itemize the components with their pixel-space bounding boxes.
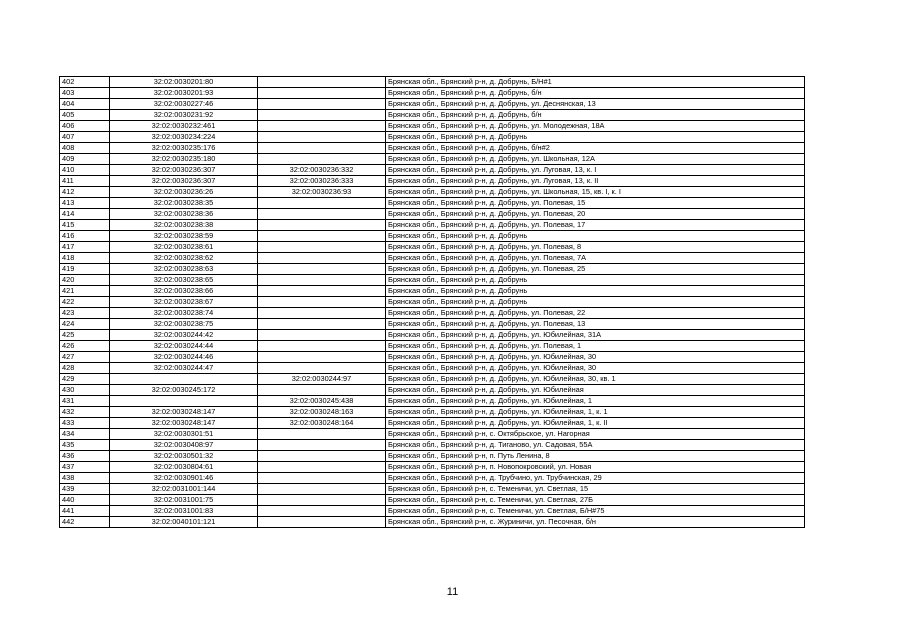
address-cell: Брянская обл., Брянский р-н, д. Добрунь [386,132,805,143]
table-row [60,484,805,495]
table-row [60,396,805,407]
cadastral-number-cell: 32:02:0030201:80 [110,77,258,88]
cadastral-number-cell: 32:02:0030238:61 [110,242,258,253]
table-row [60,275,805,286]
cadastral-number-2-cell: 32:02:0030236:93 [258,187,386,198]
cadastral-number-2-cell: 32:02:0030244:97 [258,374,386,385]
address-cell: Брянская обл., Брянский р-н, д. Трубчино, ул. Трубчинская, 29 [386,473,805,484]
cadastral-number-cell: 32:02:0030236:307 [110,165,258,176]
cadastral-number-cell: 32:02:0030238:35 [110,198,258,209]
cadastral-number-cell: 32:02:0030238:59 [110,231,258,242]
row-number-cell: 426 [60,341,110,352]
table-row [60,154,805,165]
cadastral-number-2-cell [258,253,386,264]
row-number-cell: 414 [60,209,110,220]
address-cell: Брянская обл., Брянский р-н, д. Добрунь, б/н#2 [386,143,805,154]
cadastral-number-2-cell [258,231,386,242]
table-row [60,176,805,187]
address-cell: Брянская обл., Брянский р-н, д. Добрунь, ул. Юбилейная, 1 [386,396,805,407]
table-row [60,209,805,220]
cadastral-number-2-cell [258,363,386,374]
cadastral-number-cell: 32:02:0030235:180 [110,154,258,165]
cadastral-number-cell: 32:02:0030231:92 [110,110,258,121]
address-cell: Брянская обл., Брянский р-н, д. Добрунь [386,286,805,297]
row-number-cell: 435 [60,440,110,451]
table-row [60,286,805,297]
table-row [60,121,805,132]
cadastral-number-cell: 32:02:0030235:176 [110,143,258,154]
address-cell: Брянская обл., Брянский р-н, п. Путь Ленина, 8 [386,451,805,462]
address-cell: Брянская обл., Брянский р-н, д. Добрунь, б/н [386,110,805,121]
table-row [60,264,805,275]
table-row [60,77,805,88]
cadastral-number-2-cell [258,88,386,99]
row-number-cell: 434 [60,429,110,440]
cadastral-number-2-cell [258,275,386,286]
cadastral-number-cell: 32:02:0030248:147 [110,418,258,429]
cadastral-number-cell: 32:02:0030238:38 [110,220,258,231]
row-number-cell: 433 [60,418,110,429]
row-number-cell: 416 [60,231,110,242]
row-number-cell: 427 [60,352,110,363]
cadastral-number-cell: 32:02:0030244:46 [110,352,258,363]
table-row [60,132,805,143]
table-row [60,473,805,484]
address-cell: Брянская обл., Брянский р-н, с. Октябрьское, ул. Нагорная [386,429,805,440]
row-number-cell: 437 [60,462,110,473]
address-cell: Брянская обл., Брянский р-н, д. Добрунь, ул. Полевая, 8 [386,242,805,253]
table-row [60,330,805,341]
address-cell: Брянская обл., Брянский р-н, с. Теменичи, ул. Светлая, Б/Н#75 [386,506,805,517]
cadastral-number-2-cell [258,440,386,451]
address-cell: Брянская обл., Брянский р-н, д. Добрунь, Б/Н#1 [386,77,805,88]
address-cell: Брянская обл., Брянский р-н, д. Добрунь, ул. Полевая, 13 [386,319,805,330]
address-cell: Брянская обл., Брянский р-н, д. Добрунь, ул. Школьная, 12А [386,154,805,165]
table-row [60,231,805,242]
table-row [60,374,805,385]
cadastral-number-2-cell [258,517,386,528]
cadastral-number-2-cell [258,132,386,143]
row-number-cell: 408 [60,143,110,154]
row-number-cell: 424 [60,319,110,330]
address-cell: Брянская обл., Брянский р-н, д. Добрунь, ул. Полевая, 1 [386,341,805,352]
cadastral-number-cell: 32:02:0030201:93 [110,88,258,99]
row-number-cell: 406 [60,121,110,132]
row-number-cell: 423 [60,308,110,319]
address-cell: Брянская обл., Брянский р-н, с. Теменичи, ул. Светлая, 15 [386,484,805,495]
cadastral-number-2-cell [258,495,386,506]
cadastral-number-cell: 32:02:0030244:42 [110,330,258,341]
cadastral-number-2-cell [258,506,386,517]
address-cell: Брянская обл., Брянский р-н, д. Добрунь, ул. Луговая, 13, к. I [386,165,805,176]
cadastral-number-cell: 32:02:0030238:74 [110,308,258,319]
cadastral-number-2-cell [258,121,386,132]
table-row [60,308,805,319]
row-number-cell: 411 [60,176,110,187]
cadastral-number-2-cell [258,385,386,396]
table-row [60,88,805,99]
cadastral-number-cell: 32:02:0030238:66 [110,286,258,297]
table-row [60,418,805,429]
cadastral-number-cell: 32:02:0030238:75 [110,319,258,330]
cadastral-number-2-cell [258,473,386,484]
row-number-cell: 440 [60,495,110,506]
row-number-cell: 436 [60,451,110,462]
cadastral-number-cell: 32:02:0030238:65 [110,275,258,286]
cadastral-number-2-cell [258,220,386,231]
row-number-cell: 409 [60,154,110,165]
cadastral-number-2-cell [258,198,386,209]
cadastral-number-cell: 32:02:0030236:307 [110,176,258,187]
table-row [60,451,805,462]
cadastral-number-2-cell [258,209,386,220]
table-row [60,143,805,154]
cadastral-number-cell [110,396,258,407]
cadastral-number-cell: 32:02:0030238:63 [110,264,258,275]
cadastral-number-2-cell [258,319,386,330]
row-number-cell: 402 [60,77,110,88]
address-cell: Брянская обл., Брянский р-н, д. Добрунь, б/н [386,88,805,99]
cadastral-number-cell [110,374,258,385]
row-number-cell: 412 [60,187,110,198]
cadastral-number-2-cell [258,330,386,341]
cadastral-number-2-cell [258,484,386,495]
row-number-cell: 429 [60,374,110,385]
cadastral-number-2-cell: 32:02:0030248:164 [258,418,386,429]
cadastral-number-2-cell: 32:02:0030248:163 [258,407,386,418]
cadastral-number-2-cell [258,352,386,363]
property-register-table [59,76,805,528]
address-cell: Брянская обл., Брянский р-н, д. Добрунь [386,297,805,308]
address-cell: Брянская обл., Брянский р-н, д. Добрунь, ул. Полевая, 22 [386,308,805,319]
row-number-cell: 415 [60,220,110,231]
cadastral-number-cell: 32:02:0030234:224 [110,132,258,143]
row-number-cell: 413 [60,198,110,209]
address-cell: Брянская обл., Брянский р-н, д. Добрунь, ул. Юбилейная, 30, кв. 1 [386,374,805,385]
address-cell: Брянская обл., Брянский р-н, п. Новопокровский, ул. Новая [386,462,805,473]
table-row [60,165,805,176]
cadastral-number-cell: 32:02:0031001:83 [110,506,258,517]
row-number-cell: 441 [60,506,110,517]
row-number-cell: 432 [60,407,110,418]
cadastral-number-cell: 32:02:0030238:67 [110,297,258,308]
row-number-cell: 428 [60,363,110,374]
table-row [60,242,805,253]
row-number-cell: 442 [60,517,110,528]
row-number-cell: 425 [60,330,110,341]
address-cell: Брянская обл., Брянский р-н, д. Добрунь, ул. Юбилейная, 1, к. 1 [386,407,805,418]
table-row [60,99,805,110]
cadastral-number-2-cell [258,451,386,462]
cadastral-number-2-cell [258,462,386,473]
cadastral-number-cell: 32:02:0030901:46 [110,473,258,484]
table-row [60,297,805,308]
table-row [60,407,805,418]
cadastral-number-2-cell [258,143,386,154]
table-row [60,319,805,330]
address-cell: Брянская обл., Брянский р-н, д. Добрунь, ул. Школьная, 15, кв. I, к. I [386,187,805,198]
table-row [60,253,805,264]
address-cell: Брянская обл., Брянский р-н, д. Добрунь, ул. Деснянская, 13 [386,99,805,110]
cadastral-number-cell: 32:02:0030501:32 [110,451,258,462]
row-number-cell: 431 [60,396,110,407]
cadastral-number-cell: 32:02:0031001:144 [110,484,258,495]
cadastral-number-cell: 32:02:0030301:51 [110,429,258,440]
table-row [60,352,805,363]
cadastral-number-cell: 32:02:0031001:75 [110,495,258,506]
address-cell: Брянская обл., Брянский р-н, с. Теменичи, ул. Светлая, 27Б [386,495,805,506]
row-number-cell: 422 [60,297,110,308]
cadastral-number-2-cell [258,341,386,352]
table-row [60,495,805,506]
table-row [60,506,805,517]
address-cell: Брянская обл., Брянский р-н, д. Добрунь, ул. Юбилейная [386,385,805,396]
row-number-cell: 403 [60,88,110,99]
cadastral-number-cell: 32:02:0030236:26 [110,187,258,198]
cadastral-number-cell: 32:02:0030245:172 [110,385,258,396]
address-cell: Брянская обл., Брянский р-н, д. Добрунь, ул. Молодежная, 18А [386,121,805,132]
table-row [60,198,805,209]
table-row [60,429,805,440]
cadastral-number-cell: 32:02:0030232:461 [110,121,258,132]
cadastral-number-cell: 32:02:0030238:36 [110,209,258,220]
row-number-cell: 421 [60,286,110,297]
row-number-cell: 420 [60,275,110,286]
table-row [60,363,805,374]
cadastral-number-2-cell: 32:02:0030245:438 [258,396,386,407]
cadastral-number-2-cell [258,99,386,110]
cadastral-number-2-cell: 32:02:0030236:333 [258,176,386,187]
cadastral-number-cell: 32:02:0030408:97 [110,440,258,451]
table-row [60,440,805,451]
table-row [60,341,805,352]
row-number-cell: 410 [60,165,110,176]
address-cell: Брянская обл., Брянский р-н, д. Добрунь, ул. Полевая, 20 [386,209,805,220]
address-cell: Брянская обл., Брянский р-н, д. Добрунь, ул. Полевая, 17 [386,220,805,231]
cadastral-number-cell: 32:02:0030227:46 [110,99,258,110]
row-number-cell: 407 [60,132,110,143]
row-number-cell: 419 [60,264,110,275]
cadastral-number-cell: 32:02:0030804:61 [110,462,258,473]
cadastral-number-2-cell [258,286,386,297]
cadastral-number-cell: 32:02:0030238:62 [110,253,258,264]
row-number-cell: 430 [60,385,110,396]
row-number-cell: 439 [60,484,110,495]
row-number-cell: 438 [60,473,110,484]
cadastral-number-2-cell [258,429,386,440]
cadastral-number-2-cell [258,297,386,308]
cadastral-number-cell: 32:02:0030248:147 [110,407,258,418]
address-cell: Брянская обл., Брянский р-н, д. Тиганово, ул. Садовая, 55А [386,440,805,451]
cadastral-number-2-cell [258,242,386,253]
row-number-cell: 417 [60,242,110,253]
address-cell: Брянская обл., Брянский р-н, д. Добрунь, ул. Юбилейная, 30 [386,352,805,363]
address-cell: Брянская обл., Брянский р-н, д. Добрунь [386,231,805,242]
table-row [60,517,805,528]
cadastral-number-2-cell [258,154,386,165]
table-body [60,77,805,528]
address-cell: Брянская обл., Брянский р-н, д. Добрунь, ул. Полевая, 15 [386,198,805,209]
cadastral-number-2-cell [258,308,386,319]
address-cell: Брянская обл., Брянский р-н, д. Добрунь, ул. Луговая, 13, к. II [386,176,805,187]
address-cell: Брянская обл., Брянский р-н, д. Добрунь, ул. Юбилейная, 1, к. II [386,418,805,429]
table-row [60,220,805,231]
cadastral-number-cell: 32:02:0030244:47 [110,363,258,374]
page-number: 11 [446,586,459,598]
address-cell: Брянская обл., Брянский р-н, д. Добрунь, ул. Полевая, 25 [386,264,805,275]
cadastral-number-2-cell [258,77,386,88]
cadastral-number-2-cell [258,110,386,121]
row-number-cell: 418 [60,253,110,264]
table-row [60,187,805,198]
address-cell: Брянская обл., Брянский р-н, д. Добрунь [386,275,805,286]
address-cell: Брянская обл., Брянский р-н, д. Добрунь, ул. Юбилейная, 31А [386,330,805,341]
table-row [60,110,805,121]
address-cell: Брянская обл., Брянский р-н, с. Журиничи, ул. Песочная, б/н [386,517,805,528]
cadastral-number-cell: 32:02:0040101:121 [110,517,258,528]
cadastral-number-2-cell: 32:02:0030236:332 [258,165,386,176]
cadastral-number-2-cell [258,264,386,275]
table-row [60,462,805,473]
row-number-cell: 404 [60,99,110,110]
cadastral-number-cell: 32:02:0030244:44 [110,341,258,352]
address-cell: Брянская обл., Брянский р-н, д. Добрунь, ул. Юбилейная, 30 [386,363,805,374]
address-cell: Брянская обл., Брянский р-н, д. Добрунь, ул. Полевая, 7А [386,253,805,264]
table-row [60,385,805,396]
row-number-cell: 405 [60,110,110,121]
